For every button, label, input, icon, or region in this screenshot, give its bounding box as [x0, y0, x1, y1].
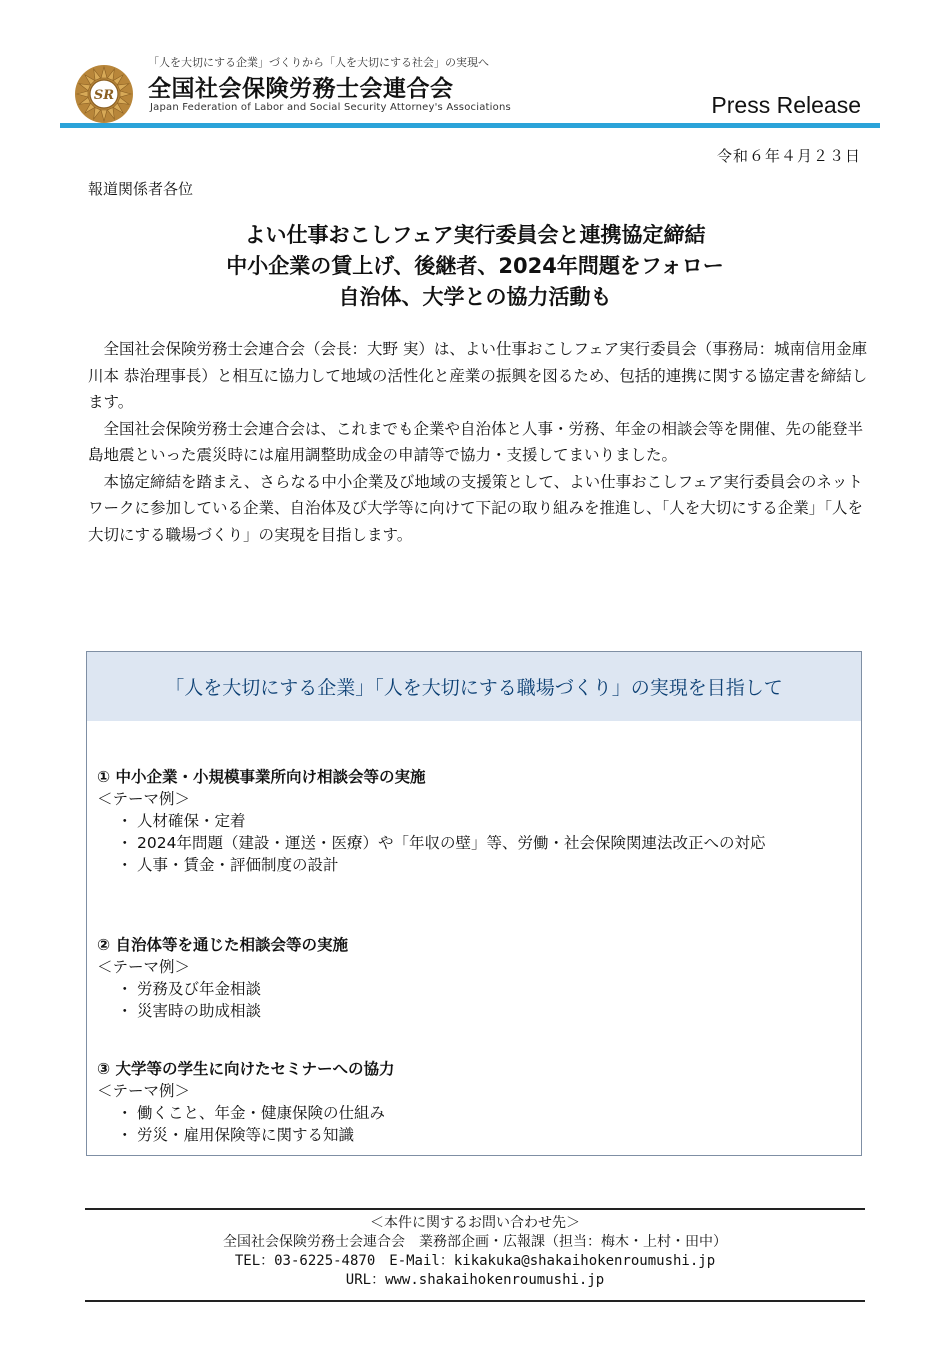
contact-url: URL：www.shakaihokenroumushi.jp	[345, 1272, 605, 1288]
body-paragraph: 本協定締結を踏まえ、さらなる中小企業及び地域の支援策として、よい仕事おこしフェア実行委員会のネットワークに参加している企業、自治体及び大学等に向けて下記の取り組みを推進し、「人を大切にする企業」「人を大切にする職場づくり」の実現を目指します。	[88, 472, 864, 544]
headline-line: 自治体、大学との協力活動も	[338, 285, 612, 309]
contact-heading: ＜本件に関するお問い合わせ先＞	[370, 1215, 580, 1231]
headline-line: よい仕事おこしフェア実行委員会と連携協定締結	[244, 223, 706, 247]
initiatives-box	[86, 651, 862, 1156]
initiative-title: ② 自治体等を通じた相談会等の実施	[97, 936, 349, 954]
initiative-title: ③ 大学等の学生に向けたセミナーへの協力	[97, 1060, 395, 1078]
headline	[0, 220, 950, 313]
theme-label: ＜テーマ例＞	[97, 1082, 191, 1100]
recipient-line: 報道関係者各位	[88, 180, 194, 198]
theme-list	[97, 978, 837, 1022]
initiative-item	[97, 766, 837, 876]
theme-bullet: ・ 人事・賃金・評価制度の設計	[97, 854, 837, 876]
theme-bullet: ・ 人材確保・定着	[97, 810, 837, 832]
body-text	[88, 336, 883, 548]
tagline: 「人を大切にする企業」づくりから「人を大切にする社会」の実現へ	[148, 56, 489, 69]
theme-list	[97, 810, 837, 876]
header-divider	[60, 123, 880, 128]
headline-line: 中小企業の賃上げ、後継者、2024年問題をフォロー	[226, 254, 724, 278]
theme-bullet: ・ 災害時の助成相談	[97, 1000, 837, 1022]
contact-block	[0, 1214, 950, 1290]
press-release-label: Press Release	[711, 92, 861, 118]
theme-bullet: ・ 労災・雇用保険等に関する知識	[97, 1124, 837, 1146]
organization-logo	[74, 64, 134, 124]
organization-name-english: Japan Federation of Labor and Social Security Attorney's Associations	[150, 102, 511, 113]
theme-list	[97, 1102, 837, 1146]
theme-label: ＜テーマ例＞	[97, 790, 191, 808]
body-paragraph: 全国社会保険労務士会連合会は、これまでも企業や自治体と人事・労務、年金の相談会等を開催、先の能登半島地震といった震災時には雇用調整助成金の申請等で協力・支援してまいりました。	[88, 419, 864, 464]
theme-bullet: ・ 労務及び年金相談	[97, 978, 837, 1000]
organization-name: 全国社会保険労務士会連合会	[148, 76, 454, 102]
contact-top-rule	[85, 1208, 865, 1210]
initiative-item	[97, 934, 837, 1022]
theme-bullet: ・ 2024年問題（建設・運送・医療）や「年収の壁」等、労働・社会保険関連法改正への対応	[97, 832, 837, 854]
contact-department: 全国社会保険労務士会連合会 業務部企画・広報課（担当：梅木・上村・田中）	[223, 1234, 727, 1250]
body-paragraph: 全国社会保険労務士会連合会（会長：大野 実）は、よい仕事おこしフェア実行委員会（事務局：城南信用金庫 川本 恭治理事長）と相互に協力して地域の活性化と産業の振興を図るため、包括的連携に関する協定書を締結します。	[88, 340, 883, 411]
initiative-item	[97, 1058, 837, 1146]
contact-bottom-rule	[85, 1300, 865, 1302]
contact-tel-email: TEL：03-6225-4870 E-Mail：kikakuka@shakaihokenroumushi.jp	[234, 1253, 716, 1269]
initiatives-box-header	[87, 652, 861, 721]
theme-bullet: ・ 働くこと、年金・健康保険の仕組み	[97, 1102, 837, 1124]
logo-lettering: SR	[93, 88, 115, 103]
initiative-title: ① 中小企業・小規模事業所向け相談会等の実施	[97, 768, 426, 786]
initiatives-heading: 「人を大切にする企業」「人を大切にする職場づくり」の実現を目指して	[165, 677, 783, 699]
release-date: 令和６年４月２３日	[716, 147, 861, 165]
theme-label: ＜テーマ例＞	[97, 958, 191, 976]
